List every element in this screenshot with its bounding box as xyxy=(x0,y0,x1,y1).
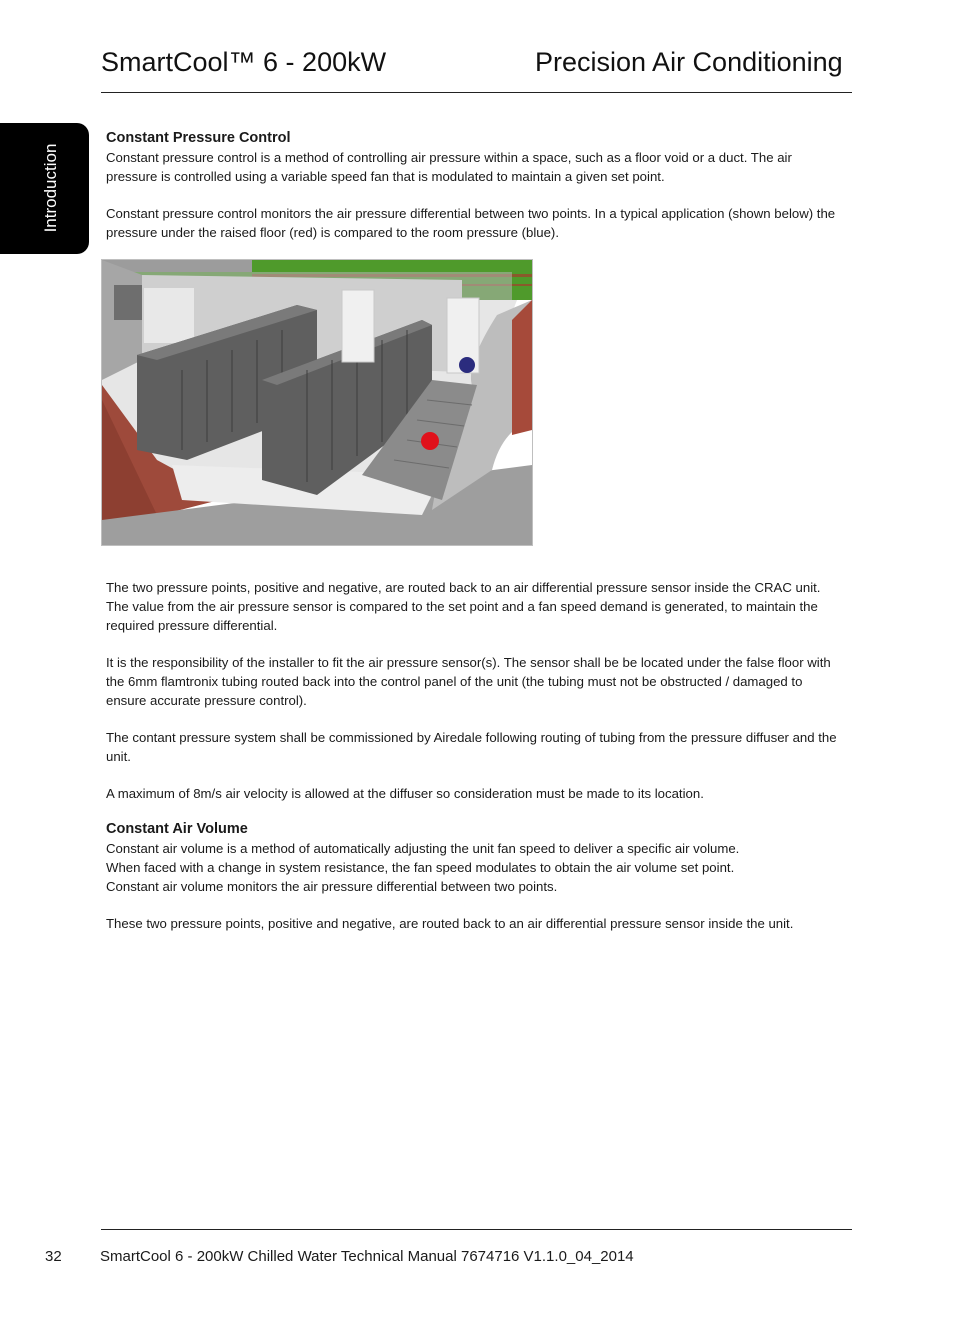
section-pressure-details xyxy=(106,578,846,803)
section-heading-constant-air-volume: Constant Air Volume xyxy=(106,821,248,837)
header-divider xyxy=(101,92,852,93)
paragraph-installer-responsibility: It is the responsibility of the installer to fit the air pressure sensor(s). The sensor shall be be located under the false floor with the 6mm flamtronix tubing routed back into the control panel of the unit (the tubing must not be obstructed / damaged to ensure accurate pressure control). xyxy=(106,655,831,708)
line-air-volume-definition: Constant air volume is a method of automatically adjusting the unit fan speed to deliver a specific air volume. xyxy=(106,841,740,856)
paragraph-pressure-intro: Constant pressure control is a method of controlling air pressure within a space, such as a floor void or a duct. The air pressure is controlled using a variable speed fan that is modulated to maintain a given set point. xyxy=(106,150,792,184)
floor-void-pressure-marker xyxy=(421,432,439,450)
page-number: 32 xyxy=(45,1248,62,1265)
section-constant-air-volume xyxy=(106,820,846,933)
paragraph-pressure-points: The two pressure points, positive and negative, are routed back to an air differential pressure sensor inside the CRAC unit. The value from the air pressure sensor is compared to the set point and a fan speed demand is generated, to maintain the required pressure differential. xyxy=(106,580,821,633)
header-section-title: Precision Air Conditioning xyxy=(535,47,843,77)
data-room-illustration xyxy=(101,259,533,546)
paragraph-pressure-monitoring: Constant pressure control monitors the air pressure differential between two points. In a typical application (shown below) the pressure under the raised floor (red) is compared to the room pressure (blue). xyxy=(106,206,836,240)
footer-divider xyxy=(101,1229,852,1230)
section-constant-pressure xyxy=(106,129,846,242)
room-pressure-marker xyxy=(459,357,475,373)
line-pressure-differential: Constant air volume monitors the air pressure differential between two points. xyxy=(106,879,558,894)
paragraph-volume-pressure-points: These two pressure points, positive and negative, are routed back to an air differential pressure sensor inside the unit. xyxy=(106,916,794,931)
paragraph-commissioning: The contant pressure system shall be commissioned by Airedale following routing of tubing from the pressure diffuser and the unit. xyxy=(106,730,837,764)
crac-unit-left xyxy=(342,290,374,362)
far-rack xyxy=(114,285,142,320)
data-room-scene xyxy=(102,260,532,545)
right-brick-wall xyxy=(512,300,532,435)
section-heading-constant-pressure: Constant Pressure Control xyxy=(106,130,291,146)
header-product-title: SmartCool™ 6 - 200kW xyxy=(101,47,387,77)
side-tab-label: Introduction xyxy=(41,143,60,233)
paragraph-air-velocity: A maximum of 8m/s air velocity is allowed at the diffuser so consideration must be made to its location. xyxy=(106,786,704,801)
footer-document-title: SmartCool 6 - 200kW Chilled Water Technical Manual 7674716 V1.1.0_04_2014 xyxy=(100,1248,634,1265)
far-crac-unit xyxy=(144,288,194,343)
line-system-resistance: When faced with a change in system resistance, the fan speed modulates to obtain the air volume set point. xyxy=(106,860,735,875)
